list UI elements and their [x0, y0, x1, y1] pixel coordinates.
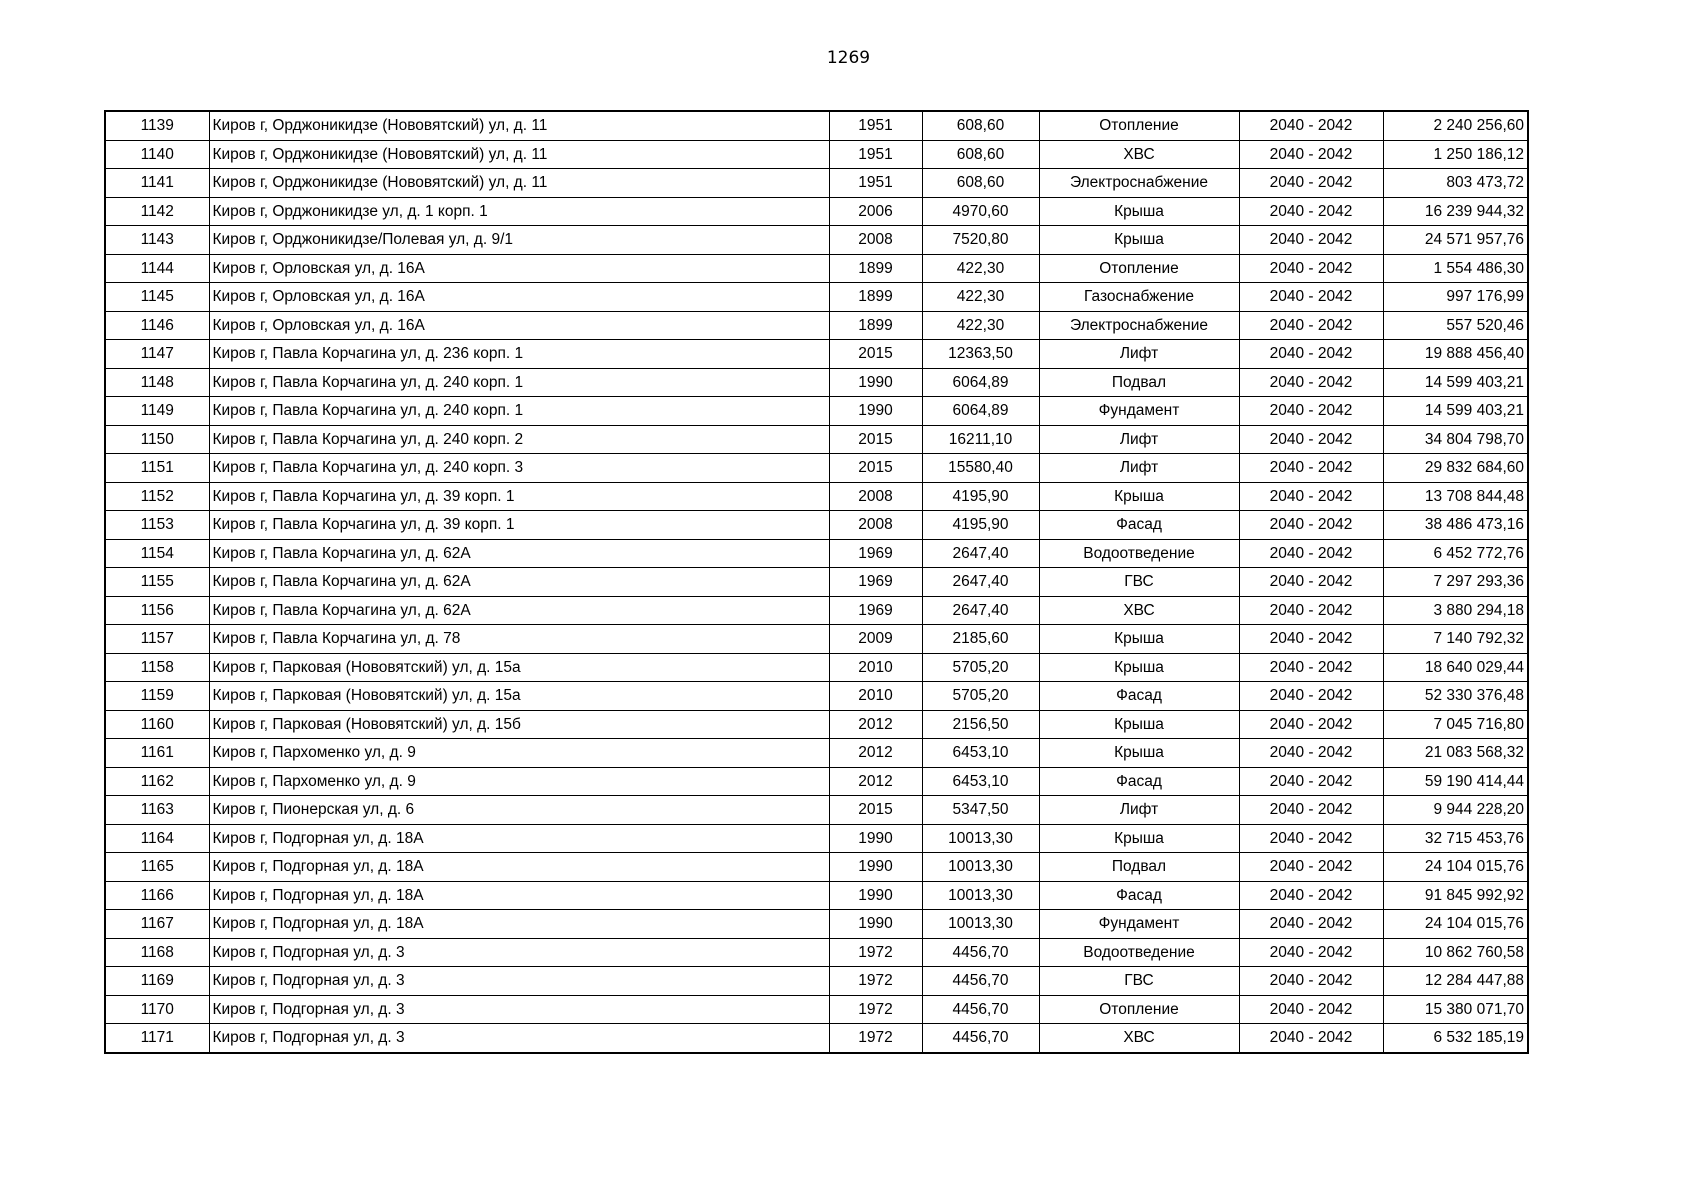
period-cell: 2040 - 2042	[1239, 938, 1383, 967]
work-type-cell: Крыша	[1039, 824, 1239, 853]
table-row	[105, 539, 1528, 568]
period-cell: 2040 - 2042	[1239, 881, 1383, 910]
area-cell: 10013,30	[922, 853, 1039, 882]
area-cell: 422,30	[922, 283, 1039, 312]
table-row	[105, 226, 1528, 255]
address-cell: Киров г, Орджоникидзе/Полевая ул, д. 9/1	[209, 226, 829, 255]
work-type-cell: Отопление	[1039, 111, 1239, 140]
work-type-cell: Подвал	[1039, 853, 1239, 882]
area-cell: 2647,40	[922, 596, 1039, 625]
cost-cell: 24 104 015,76	[1383, 910, 1528, 939]
year-cell: 2015	[829, 425, 922, 454]
work-type-cell: Водоотведение	[1039, 539, 1239, 568]
address-cell: Киров г, Подгорная ул, д. 3	[209, 967, 829, 996]
work-type-cell: Крыша	[1039, 653, 1239, 682]
year-cell: 2008	[829, 226, 922, 255]
table-row	[105, 311, 1528, 340]
row-number: 1147	[105, 340, 209, 369]
period-cell: 2040 - 2042	[1239, 568, 1383, 597]
work-type-cell: Фасад	[1039, 767, 1239, 796]
row-number: 1150	[105, 425, 209, 454]
work-type-cell: Газоснабжение	[1039, 283, 1239, 312]
row-number: 1151	[105, 454, 209, 483]
work-type-cell: Крыша	[1039, 197, 1239, 226]
table-row	[105, 710, 1528, 739]
work-type-cell: Подвал	[1039, 368, 1239, 397]
work-type-cell: Фундамент	[1039, 397, 1239, 426]
address-cell: Киров г, Парковая (Нововятский) ул, д. 15а	[209, 653, 829, 682]
area-cell: 10013,30	[922, 910, 1039, 939]
period-cell: 2040 - 2042	[1239, 682, 1383, 711]
cost-cell: 21 083 568,32	[1383, 739, 1528, 768]
year-cell: 1990	[829, 910, 922, 939]
row-number: 1154	[105, 539, 209, 568]
year-cell: 2010	[829, 682, 922, 711]
table-row	[105, 111, 1528, 140]
row-number: 1155	[105, 568, 209, 597]
year-cell: 1972	[829, 967, 922, 996]
table-row	[105, 682, 1528, 711]
period-cell: 2040 - 2042	[1239, 967, 1383, 996]
address-cell: Киров г, Орджоникидзе (Нововятский) ул, д. 11	[209, 140, 829, 169]
year-cell: 1990	[829, 397, 922, 426]
table-row	[105, 596, 1528, 625]
period-cell: 2040 - 2042	[1239, 910, 1383, 939]
row-number: 1157	[105, 625, 209, 654]
work-type-cell: Отопление	[1039, 254, 1239, 283]
work-type-cell: Крыша	[1039, 625, 1239, 654]
cost-cell: 7 140 792,32	[1383, 625, 1528, 654]
cost-cell: 32 715 453,76	[1383, 824, 1528, 853]
period-cell: 2040 - 2042	[1239, 653, 1383, 682]
row-number: 1166	[105, 881, 209, 910]
cost-cell: 91 845 992,92	[1383, 881, 1528, 910]
period-cell: 2040 - 2042	[1239, 254, 1383, 283]
address-cell: Киров г, Павла Корчагина ул, д. 240 корп. 1	[209, 368, 829, 397]
year-cell: 1972	[829, 995, 922, 1024]
cost-cell: 24 571 957,76	[1383, 226, 1528, 255]
address-cell: Киров г, Пионерская ул, д. 6	[209, 796, 829, 825]
cost-cell: 9 944 228,20	[1383, 796, 1528, 825]
cost-cell: 59 190 414,44	[1383, 767, 1528, 796]
work-type-cell: ХВС	[1039, 596, 1239, 625]
address-cell: Киров г, Пархоменко ул, д. 9	[209, 739, 829, 768]
table-row	[105, 853, 1528, 882]
cost-cell: 2 240 256,60	[1383, 111, 1528, 140]
work-type-cell: Электроснабжение	[1039, 311, 1239, 340]
work-type-cell: Лифт	[1039, 425, 1239, 454]
period-cell: 2040 - 2042	[1239, 340, 1383, 369]
area-cell: 4195,90	[922, 511, 1039, 540]
cost-cell: 1 250 186,12	[1383, 140, 1528, 169]
row-number: 1161	[105, 739, 209, 768]
year-cell: 1972	[829, 938, 922, 967]
row-number: 1146	[105, 311, 209, 340]
year-cell: 1899	[829, 254, 922, 283]
cost-cell: 15 380 071,70	[1383, 995, 1528, 1024]
period-cell: 2040 - 2042	[1239, 482, 1383, 511]
work-type-cell: Лифт	[1039, 796, 1239, 825]
year-cell: 2006	[829, 197, 922, 226]
year-cell: 1972	[829, 1024, 922, 1053]
year-cell: 1969	[829, 539, 922, 568]
table-body	[105, 111, 1528, 1053]
cost-cell: 6 532 185,19	[1383, 1024, 1528, 1053]
cost-cell: 14 599 403,21	[1383, 397, 1528, 426]
cost-cell: 18 640 029,44	[1383, 653, 1528, 682]
table-row	[105, 254, 1528, 283]
period-cell: 2040 - 2042	[1239, 111, 1383, 140]
work-type-cell: ХВС	[1039, 1024, 1239, 1053]
work-type-cell: ГВС	[1039, 568, 1239, 597]
address-cell: Киров г, Орловская ул, д. 16А	[209, 254, 829, 283]
cost-cell: 7 045 716,80	[1383, 710, 1528, 739]
period-cell: 2040 - 2042	[1239, 596, 1383, 625]
period-cell: 2040 - 2042	[1239, 169, 1383, 198]
cost-cell: 3 880 294,18	[1383, 596, 1528, 625]
cost-cell: 29 832 684,60	[1383, 454, 1528, 483]
year-cell: 2012	[829, 710, 922, 739]
area-cell: 2647,40	[922, 539, 1039, 568]
cost-cell: 16 239 944,32	[1383, 197, 1528, 226]
work-type-cell: Водоотведение	[1039, 938, 1239, 967]
row-number: 1167	[105, 910, 209, 939]
year-cell: 1899	[829, 311, 922, 340]
work-type-cell: Крыша	[1039, 482, 1239, 511]
table-row	[105, 910, 1528, 939]
cost-cell: 6 452 772,76	[1383, 539, 1528, 568]
cost-cell: 19 888 456,40	[1383, 340, 1528, 369]
year-cell: 1951	[829, 169, 922, 198]
address-cell: Киров г, Орловская ул, д. 16А	[209, 283, 829, 312]
row-number: 1164	[105, 824, 209, 853]
period-cell: 2040 - 2042	[1239, 425, 1383, 454]
row-number: 1149	[105, 397, 209, 426]
area-cell: 4456,70	[922, 1024, 1039, 1053]
period-cell: 2040 - 2042	[1239, 511, 1383, 540]
cost-cell: 10 862 760,58	[1383, 938, 1528, 967]
cost-cell: 7 297 293,36	[1383, 568, 1528, 597]
row-number: 1141	[105, 169, 209, 198]
address-cell: Киров г, Подгорная ул, д. 3	[209, 938, 829, 967]
area-cell: 2156,50	[922, 710, 1039, 739]
table-row	[105, 767, 1528, 796]
period-cell: 2040 - 2042	[1239, 739, 1383, 768]
year-cell: 2015	[829, 340, 922, 369]
address-cell: Киров г, Подгорная ул, д. 3	[209, 995, 829, 1024]
area-cell: 6453,10	[922, 739, 1039, 768]
table-row	[105, 511, 1528, 540]
row-number: 1162	[105, 767, 209, 796]
address-cell: Киров г, Пархоменко ул, д. 9	[209, 767, 829, 796]
address-cell: Киров г, Парковая (Нововятский) ул, д. 15а	[209, 682, 829, 711]
table-row	[105, 482, 1528, 511]
address-cell: Киров г, Павла Корчагина ул, д. 236 корп. 1	[209, 340, 829, 369]
table-row	[105, 169, 1528, 198]
table-row	[105, 881, 1528, 910]
year-cell: 1990	[829, 881, 922, 910]
row-number: 1171	[105, 1024, 209, 1053]
area-cell: 12363,50	[922, 340, 1039, 369]
work-type-cell: Фасад	[1039, 682, 1239, 711]
year-cell: 1990	[829, 853, 922, 882]
table-row	[105, 340, 1528, 369]
cost-cell: 38 486 473,16	[1383, 511, 1528, 540]
table-row	[105, 739, 1528, 768]
period-cell: 2040 - 2042	[1239, 539, 1383, 568]
area-cell: 7520,80	[922, 226, 1039, 255]
area-cell: 608,60	[922, 140, 1039, 169]
work-type-cell: Электроснабжение	[1039, 169, 1239, 198]
cost-cell: 52 330 376,48	[1383, 682, 1528, 711]
area-cell: 6064,89	[922, 397, 1039, 426]
row-number: 1169	[105, 967, 209, 996]
cost-cell: 997 176,99	[1383, 283, 1528, 312]
row-number: 1159	[105, 682, 209, 711]
work-type-cell: Крыша	[1039, 226, 1239, 255]
row-number: 1142	[105, 197, 209, 226]
period-cell: 2040 - 2042	[1239, 197, 1383, 226]
area-cell: 422,30	[922, 311, 1039, 340]
address-cell: Киров г, Павла Корчагина ул, д. 62А	[209, 539, 829, 568]
period-cell: 2040 - 2042	[1239, 283, 1383, 312]
area-cell: 608,60	[922, 169, 1039, 198]
period-cell: 2040 - 2042	[1239, 767, 1383, 796]
table-row	[105, 967, 1528, 996]
area-cell: 16211,10	[922, 425, 1039, 454]
page-number: 1269	[826, 48, 871, 68]
address-cell: Киров г, Павла Корчагина ул, д. 78	[209, 625, 829, 654]
address-cell: Киров г, Подгорная ул, д. 18А	[209, 910, 829, 939]
table-row	[105, 368, 1528, 397]
work-type-cell: ХВС	[1039, 140, 1239, 169]
area-cell: 6453,10	[922, 767, 1039, 796]
year-cell: 1969	[829, 596, 922, 625]
table-row	[105, 425, 1528, 454]
address-cell: Киров г, Подгорная ул, д. 18А	[209, 881, 829, 910]
period-cell: 2040 - 2042	[1239, 625, 1383, 654]
table-row	[105, 283, 1528, 312]
address-cell: Киров г, Павла Корчагина ул, д. 240 корп. 1	[209, 397, 829, 426]
repair-schedule-table	[104, 110, 1529, 1054]
area-cell: 10013,30	[922, 881, 1039, 910]
year-cell: 2010	[829, 653, 922, 682]
area-cell: 2185,60	[922, 625, 1039, 654]
area-cell: 10013,30	[922, 824, 1039, 853]
row-number: 1163	[105, 796, 209, 825]
address-cell: Киров г, Павла Корчагина ул, д. 39 корп. 1	[209, 482, 829, 511]
address-cell: Киров г, Павла Корчагина ул, д. 62А	[209, 568, 829, 597]
area-cell: 5705,20	[922, 653, 1039, 682]
address-cell: Киров г, Подгорная ул, д. 18А	[209, 824, 829, 853]
row-number: 1145	[105, 283, 209, 312]
period-cell: 2040 - 2042	[1239, 710, 1383, 739]
table-row	[105, 625, 1528, 654]
period-cell: 2040 - 2042	[1239, 796, 1383, 825]
address-cell: Киров г, Орджоникидзе (Нововятский) ул, д. 11	[209, 111, 829, 140]
cost-cell: 803 473,72	[1383, 169, 1528, 198]
year-cell: 1951	[829, 140, 922, 169]
row-number: 1153	[105, 511, 209, 540]
year-cell: 2008	[829, 482, 922, 511]
row-number: 1148	[105, 368, 209, 397]
work-type-cell: Фасад	[1039, 881, 1239, 910]
work-type-cell: Крыша	[1039, 710, 1239, 739]
area-cell: 422,30	[922, 254, 1039, 283]
work-type-cell: Лифт	[1039, 340, 1239, 369]
area-cell: 5347,50	[922, 796, 1039, 825]
year-cell: 1990	[829, 368, 922, 397]
address-cell: Киров г, Подгорная ул, д. 3	[209, 1024, 829, 1053]
cost-cell: 12 284 447,88	[1383, 967, 1528, 996]
address-cell: Киров г, Павла Корчагина ул, д. 240 корп. 3	[209, 454, 829, 483]
period-cell: 2040 - 2042	[1239, 454, 1383, 483]
address-cell: Киров г, Парковая (Нововятский) ул, д. 15б	[209, 710, 829, 739]
row-number: 1144	[105, 254, 209, 283]
period-cell: 2040 - 2042	[1239, 853, 1383, 882]
cost-cell: 24 104 015,76	[1383, 853, 1528, 882]
row-number: 1143	[105, 226, 209, 255]
work-type-cell: Лифт	[1039, 454, 1239, 483]
table-row	[105, 397, 1528, 426]
cost-cell: 13 708 844,48	[1383, 482, 1528, 511]
period-cell: 2040 - 2042	[1239, 226, 1383, 255]
address-cell: Киров г, Орджоникидзе ул, д. 1 корп. 1	[209, 197, 829, 226]
table-row	[105, 454, 1528, 483]
work-type-cell: Отопление	[1039, 995, 1239, 1024]
area-cell: 2647,40	[922, 568, 1039, 597]
year-cell: 2009	[829, 625, 922, 654]
cost-cell: 557 520,46	[1383, 311, 1528, 340]
year-cell: 2015	[829, 796, 922, 825]
table-row	[105, 796, 1528, 825]
table-row	[105, 995, 1528, 1024]
area-cell: 608,60	[922, 111, 1039, 140]
table-row	[105, 938, 1528, 967]
address-cell: Киров г, Павла Корчагина ул, д. 39 корп. 1	[209, 511, 829, 540]
row-number: 1158	[105, 653, 209, 682]
row-number: 1156	[105, 596, 209, 625]
year-cell: 2008	[829, 511, 922, 540]
year-cell: 1969	[829, 568, 922, 597]
work-type-cell: ГВС	[1039, 967, 1239, 996]
period-cell: 2040 - 2042	[1239, 311, 1383, 340]
area-cell: 4970,60	[922, 197, 1039, 226]
year-cell: 1899	[829, 283, 922, 312]
period-cell: 2040 - 2042	[1239, 397, 1383, 426]
work-type-cell: Крыша	[1039, 739, 1239, 768]
period-cell: 2040 - 2042	[1239, 995, 1383, 1024]
area-cell: 6064,89	[922, 368, 1039, 397]
period-cell: 2040 - 2042	[1239, 1024, 1383, 1053]
address-cell: Киров г, Павла Корчагина ул, д. 240 корп. 2	[209, 425, 829, 454]
work-type-cell: Фундамент	[1039, 910, 1239, 939]
row-number: 1140	[105, 140, 209, 169]
row-number: 1152	[105, 482, 209, 511]
cost-cell: 1 554 486,30	[1383, 254, 1528, 283]
address-cell: Киров г, Павла Корчагина ул, д. 62А	[209, 596, 829, 625]
area-cell: 5705,20	[922, 682, 1039, 711]
period-cell: 2040 - 2042	[1239, 368, 1383, 397]
row-number: 1139	[105, 111, 209, 140]
year-cell: 2012	[829, 767, 922, 796]
year-cell: 1990	[829, 824, 922, 853]
area-cell: 15580,40	[922, 454, 1039, 483]
year-cell: 2015	[829, 454, 922, 483]
period-cell: 2040 - 2042	[1239, 824, 1383, 853]
area-cell: 4456,70	[922, 938, 1039, 967]
cost-cell: 14 599 403,21	[1383, 368, 1528, 397]
work-type-cell: Фасад	[1039, 511, 1239, 540]
table-row	[105, 653, 1528, 682]
table-row	[105, 824, 1528, 853]
table-row	[105, 1024, 1528, 1053]
year-cell: 2012	[829, 739, 922, 768]
address-cell: Киров г, Подгорная ул, д. 18А	[209, 853, 829, 882]
table-row	[105, 140, 1528, 169]
table-row	[105, 568, 1528, 597]
period-cell: 2040 - 2042	[1239, 140, 1383, 169]
row-number: 1170	[105, 995, 209, 1024]
row-number: 1160	[105, 710, 209, 739]
row-number: 1168	[105, 938, 209, 967]
year-cell: 1951	[829, 111, 922, 140]
address-cell: Киров г, Орловская ул, д. 16А	[209, 311, 829, 340]
row-number: 1165	[105, 853, 209, 882]
area-cell: 4456,70	[922, 967, 1039, 996]
area-cell: 4456,70	[922, 995, 1039, 1024]
area-cell: 4195,90	[922, 482, 1039, 511]
table-row	[105, 197, 1528, 226]
address-cell: Киров г, Орджоникидзе (Нововятский) ул, д. 11	[209, 169, 829, 198]
cost-cell: 34 804 798,70	[1383, 425, 1528, 454]
